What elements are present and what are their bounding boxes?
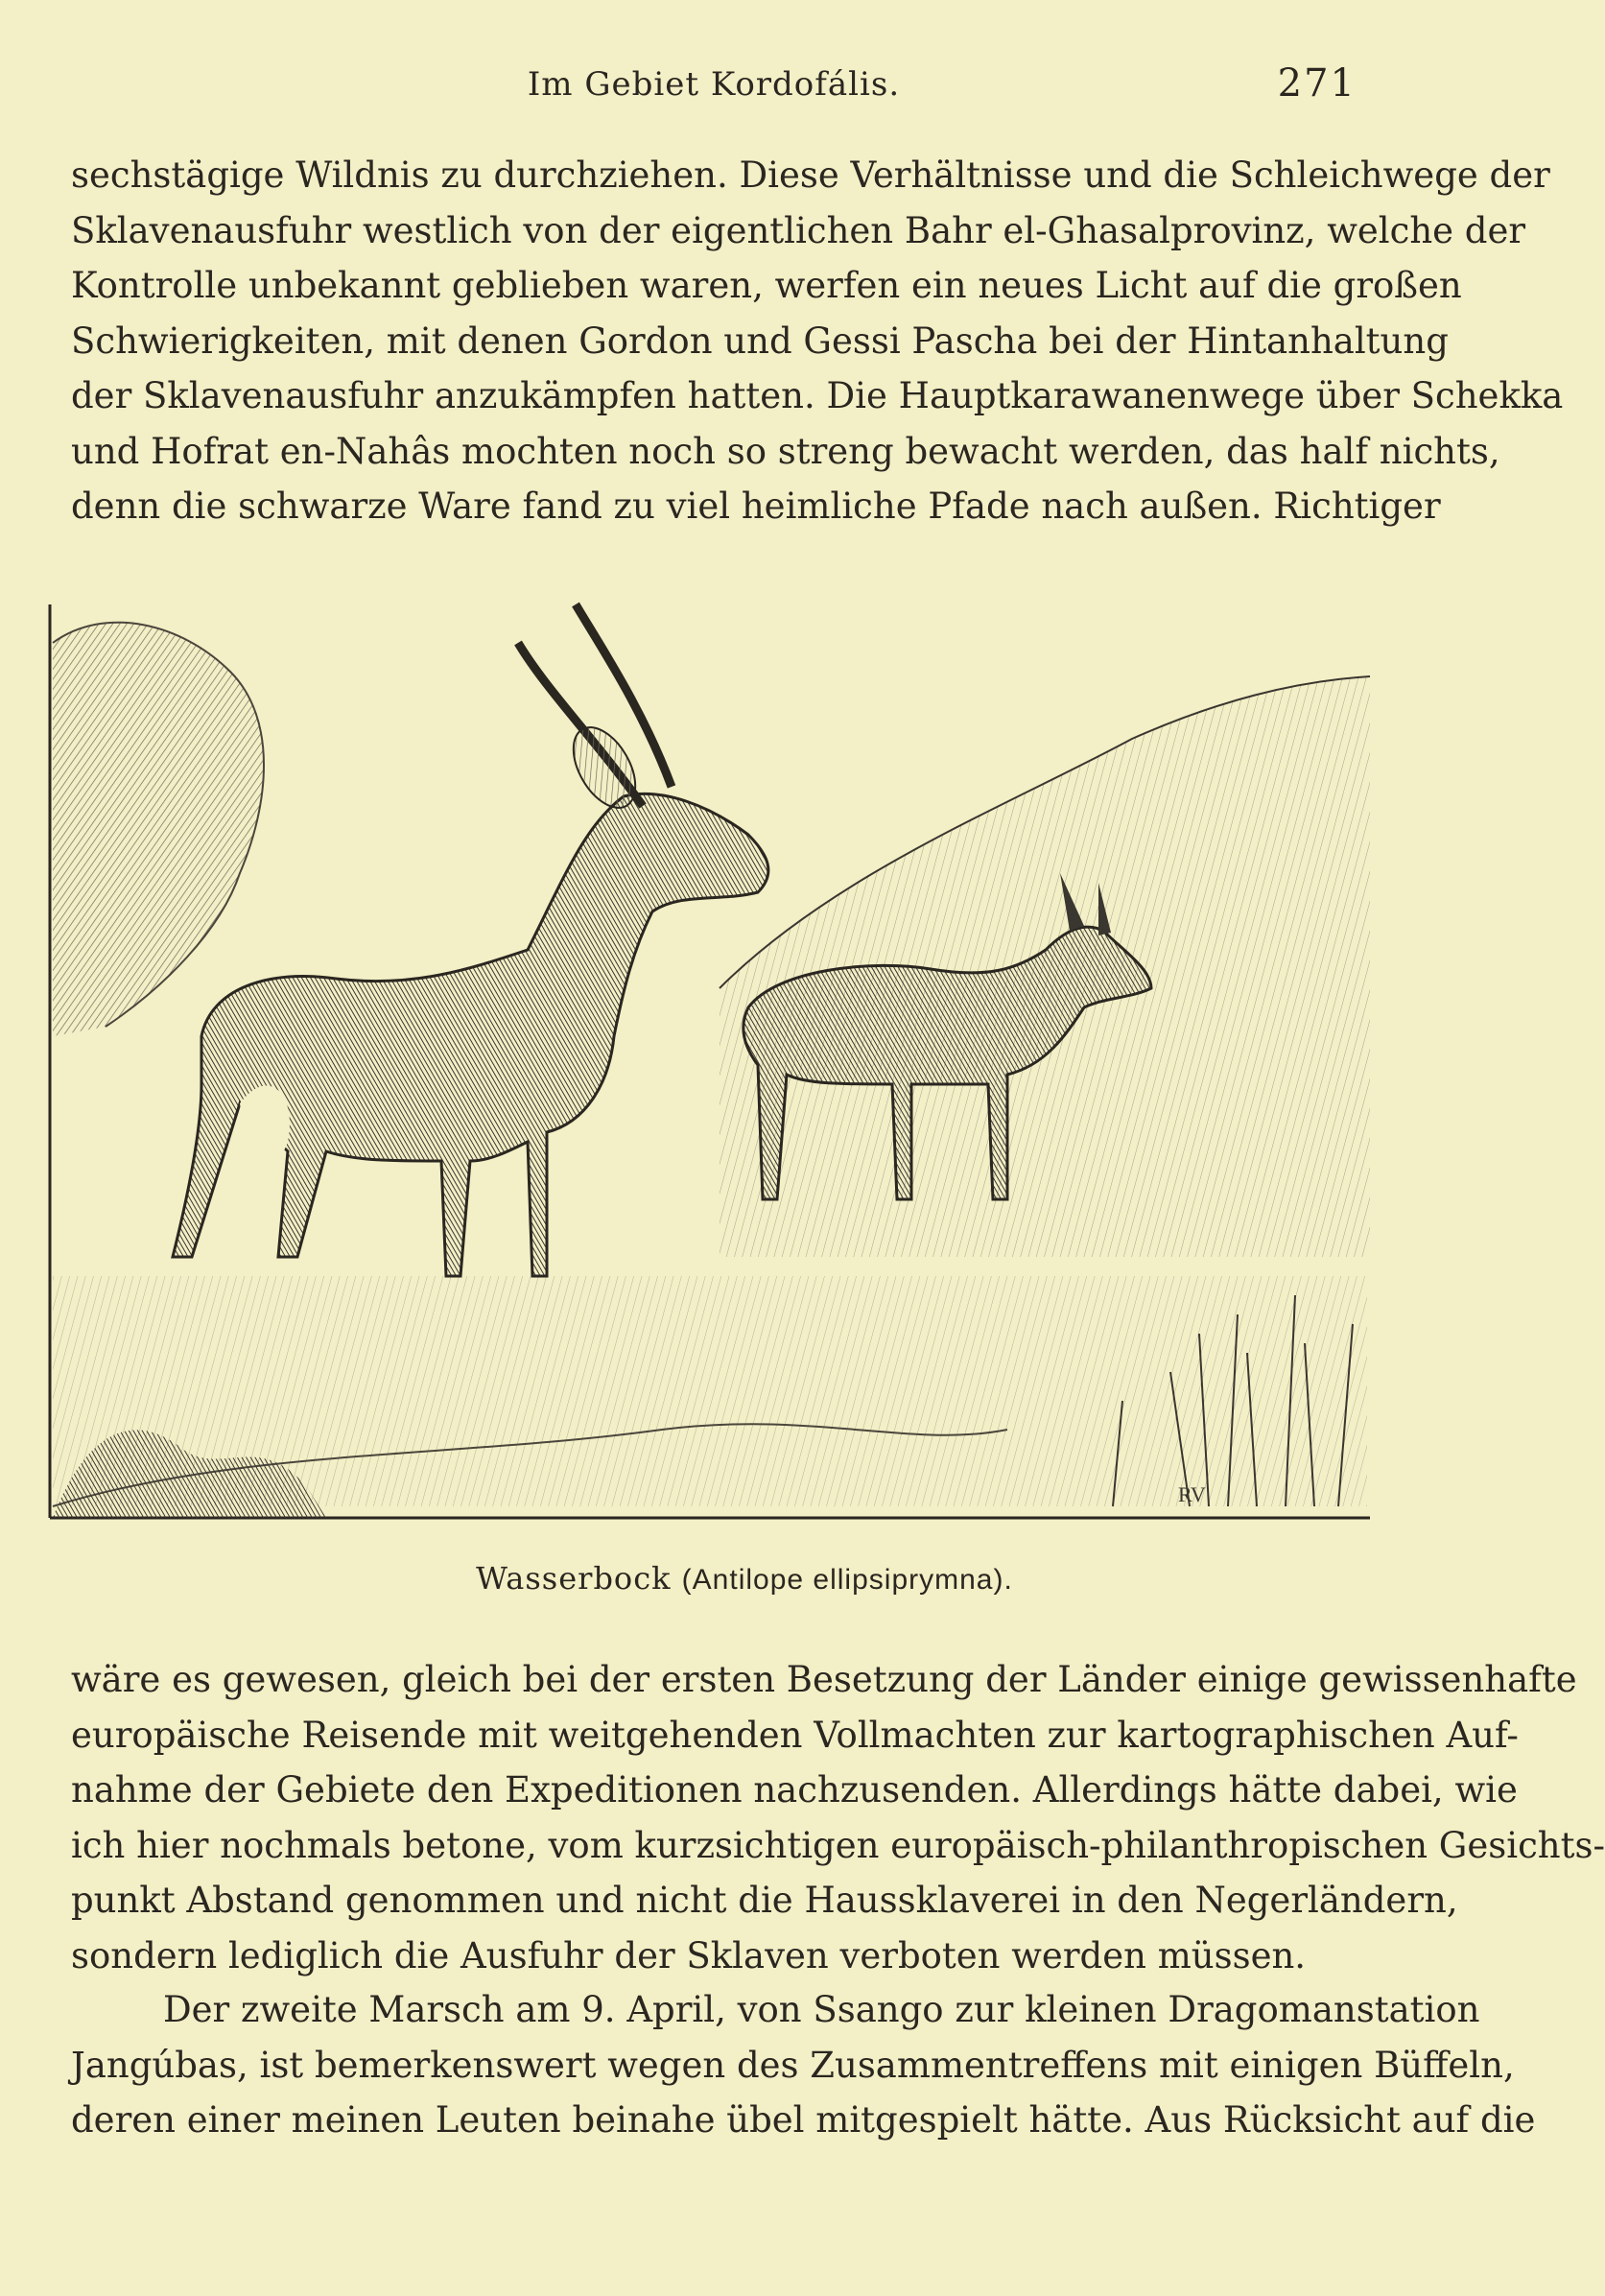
text-line: ich hier nochmals betone, vom kurzsichtigen europäisch-philanthropischen Gesichts- bbox=[71, 1824, 1605, 1866]
waterbuck-illustration bbox=[48, 585, 1372, 1530]
text-line: Sklavenausfuhr westlich von der eigentlichen Bahr el-Ghasalprovinz, welche der bbox=[71, 209, 1526, 251]
text-line: punkt Abstand genommen und nicht die Haussklaverei in den Negerländern, bbox=[71, 1880, 1458, 1921]
caption-german: Wasserbock bbox=[476, 1560, 672, 1597]
text-line: Jangúbas, ist bemerkenswert wegen des Zusammentreffens mit einigen Büffeln, bbox=[71, 2044, 1515, 2086]
text-line: Der zweite Marsch am 9. April, von Ssango zur kleinen Dragomanstation bbox=[163, 1989, 1480, 2030]
page-header bbox=[71, 59, 1357, 107]
text-line: nahme der Gebiete den Expeditionen nachzusenden. Allerdings hätte dabei, wie bbox=[71, 1769, 1518, 1811]
text-line: wäre es gewesen, gleich bei der ersten Besetzung der Länder einige gewissenhafte bbox=[71, 1659, 1577, 1700]
text-line: europäische Reisende mit weitgehenden Vollmachten zur kartographischen Auf- bbox=[71, 1714, 1519, 1756]
waterbuck-male bbox=[173, 604, 768, 1276]
text-line: sondern lediglich die Ausfuhr der Sklaven verboten werden müssen. bbox=[71, 1934, 1307, 1976]
text-line: der Sklavenausfuhr anzukämpfen hatten. Die Hauptkarawanenwege über Schekka bbox=[71, 375, 1564, 416]
figure-caption bbox=[0, 1560, 1489, 1597]
tree-left bbox=[53, 623, 264, 1036]
paragraph-1 bbox=[71, 148, 1564, 534]
engraver-signature: RV bbox=[1178, 1482, 1206, 1506]
paragraph-2 bbox=[71, 1652, 1605, 1983]
engraving-svg bbox=[48, 585, 1372, 1530]
text-line: Schwierigkeiten, mit denen Gordon und Gessi Pascha bei der Hintanhaltung bbox=[71, 320, 1449, 362]
caption-latin: (Antilope ellipsiprymna). bbox=[681, 1564, 1013, 1596]
page-number: 271 bbox=[1277, 61, 1357, 106]
text-line: denn die schwarze Ware fand zu viel heimliche Pfade nach außen. Richtiger bbox=[71, 485, 1441, 527]
text-line: deren einer meinen Leuten beinahe übel mitgespielt hätte. Aus Rücksicht auf die bbox=[71, 2099, 1536, 2141]
text-line: sechstägige Wildnis zu durchziehen. Diese Verhältnisse und die Schleichwege der bbox=[71, 154, 1550, 196]
paragraph-3 bbox=[71, 1982, 1536, 2148]
text-line: Kontrolle unbekannt geblieben waren, werfen ein neues Licht auf die großen bbox=[71, 265, 1462, 306]
running-title: Im Gebiet Kordofális. bbox=[527, 65, 901, 104]
text-line: und Hofrat en-Nahâs mochten noch so streng bewacht werden, das half nichts, bbox=[71, 430, 1500, 472]
